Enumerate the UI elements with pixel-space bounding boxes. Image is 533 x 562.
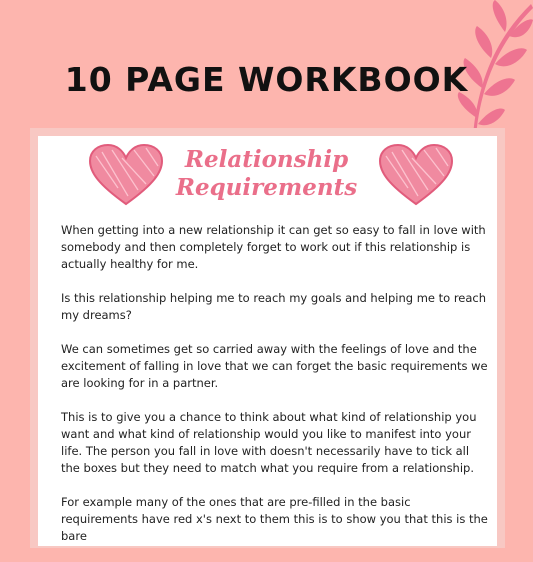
worksheet-heading-line2: Requirements [175, 174, 358, 201]
heart-icon [378, 144, 454, 206]
paragraph: This is to give you a chance to think about what kind of relationship you want and what kind of relationship would you like to manifest into your life. The person you fall in love with doesn't necessarily have to tick all the boxes but they need to match what you require from a relationship. [61, 410, 477, 475]
paragraph: We can sometimes get so carried away with the feelings of love and the excitement of falling in love that we can forget the basic requirements we are looking for in a partner. [61, 342, 488, 390]
paragraph: For example many of the ones that are pre-filled in the basic requirements have red x's next to them this is to show you that this is the bare [61, 495, 488, 543]
worksheet-body [61, 222, 491, 562]
page-title: 10 PAGE WORKBOOK [64, 60, 469, 99]
worksheet-heading-line1: Relationship [184, 146, 349, 173]
paragraph: When getting into a new relationship it can get so easy to fall in love with somebody and then completely forget to work out if this relationship is actually healthy for me. [61, 223, 486, 271]
paragraph: Is this relationship helping me to reach my goals and helping me to reach my dreams? [61, 291, 487, 322]
